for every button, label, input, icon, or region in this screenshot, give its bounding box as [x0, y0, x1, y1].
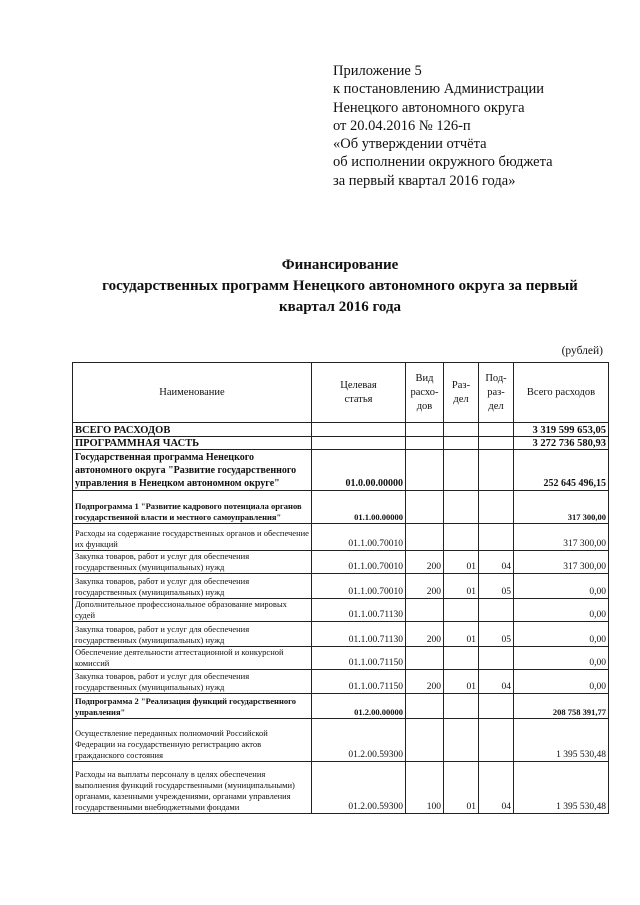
cell-podrazdel	[479, 599, 514, 622]
cell-vid	[406, 694, 444, 719]
cell-vid	[406, 491, 444, 524]
cell-podrazdel	[479, 450, 514, 491]
cell-total: 0,00	[514, 647, 609, 670]
cell-code	[312, 423, 406, 437]
table-row	[73, 719, 609, 762]
appendix-line: за первый квартал 2016 года»	[333, 172, 516, 189]
currency-unit: (рублей)	[561, 345, 603, 357]
appendix-line: Приложение 5	[333, 63, 422, 79]
title-line: Финансирование	[281, 257, 399, 273]
header-razdel: Раз-дел	[444, 363, 479, 423]
cell-vid	[406, 647, 444, 670]
appendix-line: к постановлению Администрации	[333, 81, 544, 98]
appendix-line: от 20.04.2016 № 126-п	[333, 117, 471, 134]
cell-vid: 200	[406, 622, 444, 647]
cell-code: 01.1.00.00000	[312, 491, 406, 524]
cell-podrazdel: 04	[479, 762, 514, 814]
header-total: Всего расходов	[514, 363, 609, 423]
cell-razdel: 01	[444, 551, 479, 574]
table-row	[73, 599, 609, 622]
cell-total: 1 395 530,48	[514, 762, 609, 814]
cell-podrazdel	[479, 719, 514, 762]
header-code: Целевая статья	[312, 363, 406, 423]
cell-code: 01.1.00.70010	[312, 574, 406, 599]
header-name: Наименование	[73, 363, 312, 423]
cell-razdel	[444, 423, 479, 437]
cell-name: Расходы на содержание государственных органов и обеспечение их функций	[73, 524, 312, 551]
document-title	[60, 255, 620, 318]
cell-total: 1 395 530,48	[514, 719, 609, 762]
cell-name: Закупка товаров, работ и услуг для обеспечения государственных (муниципальных) нужд	[73, 551, 312, 574]
cell-vid: 200	[406, 670, 444, 694]
cell-code: 01.2.00.59300	[312, 762, 406, 814]
cell-vid: 200	[406, 551, 444, 574]
cell-name: ПРОГРАММНАЯ ЧАСТЬ	[73, 437, 312, 450]
appendix-line: об исполнении окружного бюджета	[333, 154, 553, 171]
cell-vid	[406, 423, 444, 437]
cell-code: 01.2.00.00000	[312, 694, 406, 719]
financing-table	[72, 362, 609, 814]
cell-razdel	[444, 450, 479, 491]
cell-code: 01.1.00.70010	[312, 524, 406, 551]
cell-razdel	[444, 599, 479, 622]
table-row	[73, 762, 609, 814]
cell-razdel	[444, 719, 479, 762]
cell-podrazdel	[479, 423, 514, 437]
cell-total: 317 300,00	[514, 524, 609, 551]
cell-total: 317 300,00	[514, 491, 609, 524]
table-row	[73, 437, 609, 450]
header-vid: Вид расхо-дов	[406, 363, 444, 423]
table-row	[73, 574, 609, 599]
cell-podrazdel: 05	[479, 622, 514, 647]
cell-razdel: 01	[444, 762, 479, 814]
cell-name: Осуществление переданных полномочий Российской Федерации на государственную регистрацию актов гражданского состояния	[73, 719, 312, 762]
title-line: квартал 2016 года	[278, 299, 402, 315]
header-podrazdel: Под-раз-дел	[479, 363, 514, 423]
cell-total: 208 758 391,77	[514, 694, 609, 719]
cell-vid	[406, 437, 444, 450]
cell-name: ВСЕГО РАСХОДОВ	[73, 423, 312, 437]
cell-name: Закупка товаров, работ и услуг для обеспечения государственных (муниципальных) нужд	[73, 670, 312, 694]
table-row	[73, 423, 609, 437]
cell-total: 317 300,00	[514, 551, 609, 574]
cell-code	[312, 437, 406, 450]
cell-total: 3 319 599 653,05	[514, 423, 609, 437]
appendix-line: «Об утверждении отчёта	[333, 136, 487, 153]
cell-razdel	[444, 437, 479, 450]
cell-code: 01.0.00.00000	[312, 450, 406, 491]
cell-name: Закупка товаров, работ и услуг для обеспечения государственных (муниципальных) нужд	[73, 622, 312, 647]
cell-name: Подпрограмма 2 "Реализация функций государственного управления"	[73, 694, 312, 719]
table-row	[73, 647, 609, 670]
cell-razdel	[444, 694, 479, 719]
cell-name: Подпрограмма 1 "Развитие кадрового потенциала органов государственной власти и местного самоуправления"	[73, 491, 312, 524]
cell-razdel	[444, 524, 479, 551]
cell-podrazdel	[479, 694, 514, 719]
cell-name: Обеспечение деятельности аттестационной и конкурсной комиссий	[73, 647, 312, 670]
cell-code: 01.1.00.71150	[312, 670, 406, 694]
cell-razdel: 01	[444, 670, 479, 694]
cell-vid	[406, 524, 444, 551]
appendix-header	[333, 62, 553, 190]
cell-razdel	[444, 491, 479, 524]
cell-podrazdel	[479, 437, 514, 450]
cell-total: 252 645 496,15	[514, 450, 609, 491]
table-row	[73, 491, 609, 524]
cell-vid: 100	[406, 762, 444, 814]
cell-vid	[406, 450, 444, 491]
cell-podrazdel	[479, 491, 514, 524]
cell-podrazdel: 04	[479, 670, 514, 694]
cell-razdel	[444, 647, 479, 670]
cell-podrazdel	[479, 647, 514, 670]
cell-podrazdel: 05	[479, 574, 514, 599]
cell-name: Расходы на выплаты персоналу в целях обеспечения выполнения функций государственными (муниципальными) органами, казенными учреждениями, органами управления государственными внебюджетными фондами	[73, 762, 312, 814]
cell-name: Государственная программа Ненецкого автономного округа "Развитие государственного управления в Ненецком автономном округе"	[73, 450, 312, 491]
cell-vid: 200	[406, 574, 444, 599]
cell-code: 01.1.00.71130	[312, 599, 406, 622]
cell-podrazdel: 04	[479, 551, 514, 574]
cell-code: 01.1.00.71150	[312, 647, 406, 670]
cell-total: 0,00	[514, 670, 609, 694]
cell-total: 0,00	[514, 622, 609, 647]
table-row	[73, 524, 609, 551]
table-row	[73, 694, 609, 719]
cell-code: 01.1.00.71130	[312, 622, 406, 647]
cell-name: Закупка товаров, работ и услуг для обеспечения государственных (муниципальных) нужд	[73, 574, 312, 599]
cell-total: 3 272 736 580,93	[514, 437, 609, 450]
table-header-row	[73, 363, 609, 423]
cell-vid	[406, 719, 444, 762]
cell-code: 01.1.00.70010	[312, 551, 406, 574]
table-row	[73, 622, 609, 647]
table-row	[73, 450, 609, 491]
appendix-line: Ненецкого автономного округа	[333, 99, 525, 116]
cell-podrazdel	[479, 524, 514, 551]
cell-code: 01.2.00.59300	[312, 719, 406, 762]
cell-razdel: 01	[444, 574, 479, 599]
table-row	[73, 551, 609, 574]
cell-name: Дополнительное профессиональное образование мировых судей	[73, 599, 312, 622]
cell-vid	[406, 599, 444, 622]
table-row	[73, 670, 609, 694]
cell-total: 0,00	[514, 574, 609, 599]
title-line: государственных программ Ненецкого автономного округа за первый	[102, 278, 578, 294]
cell-total: 0,00	[514, 599, 609, 622]
cell-razdel: 01	[444, 622, 479, 647]
